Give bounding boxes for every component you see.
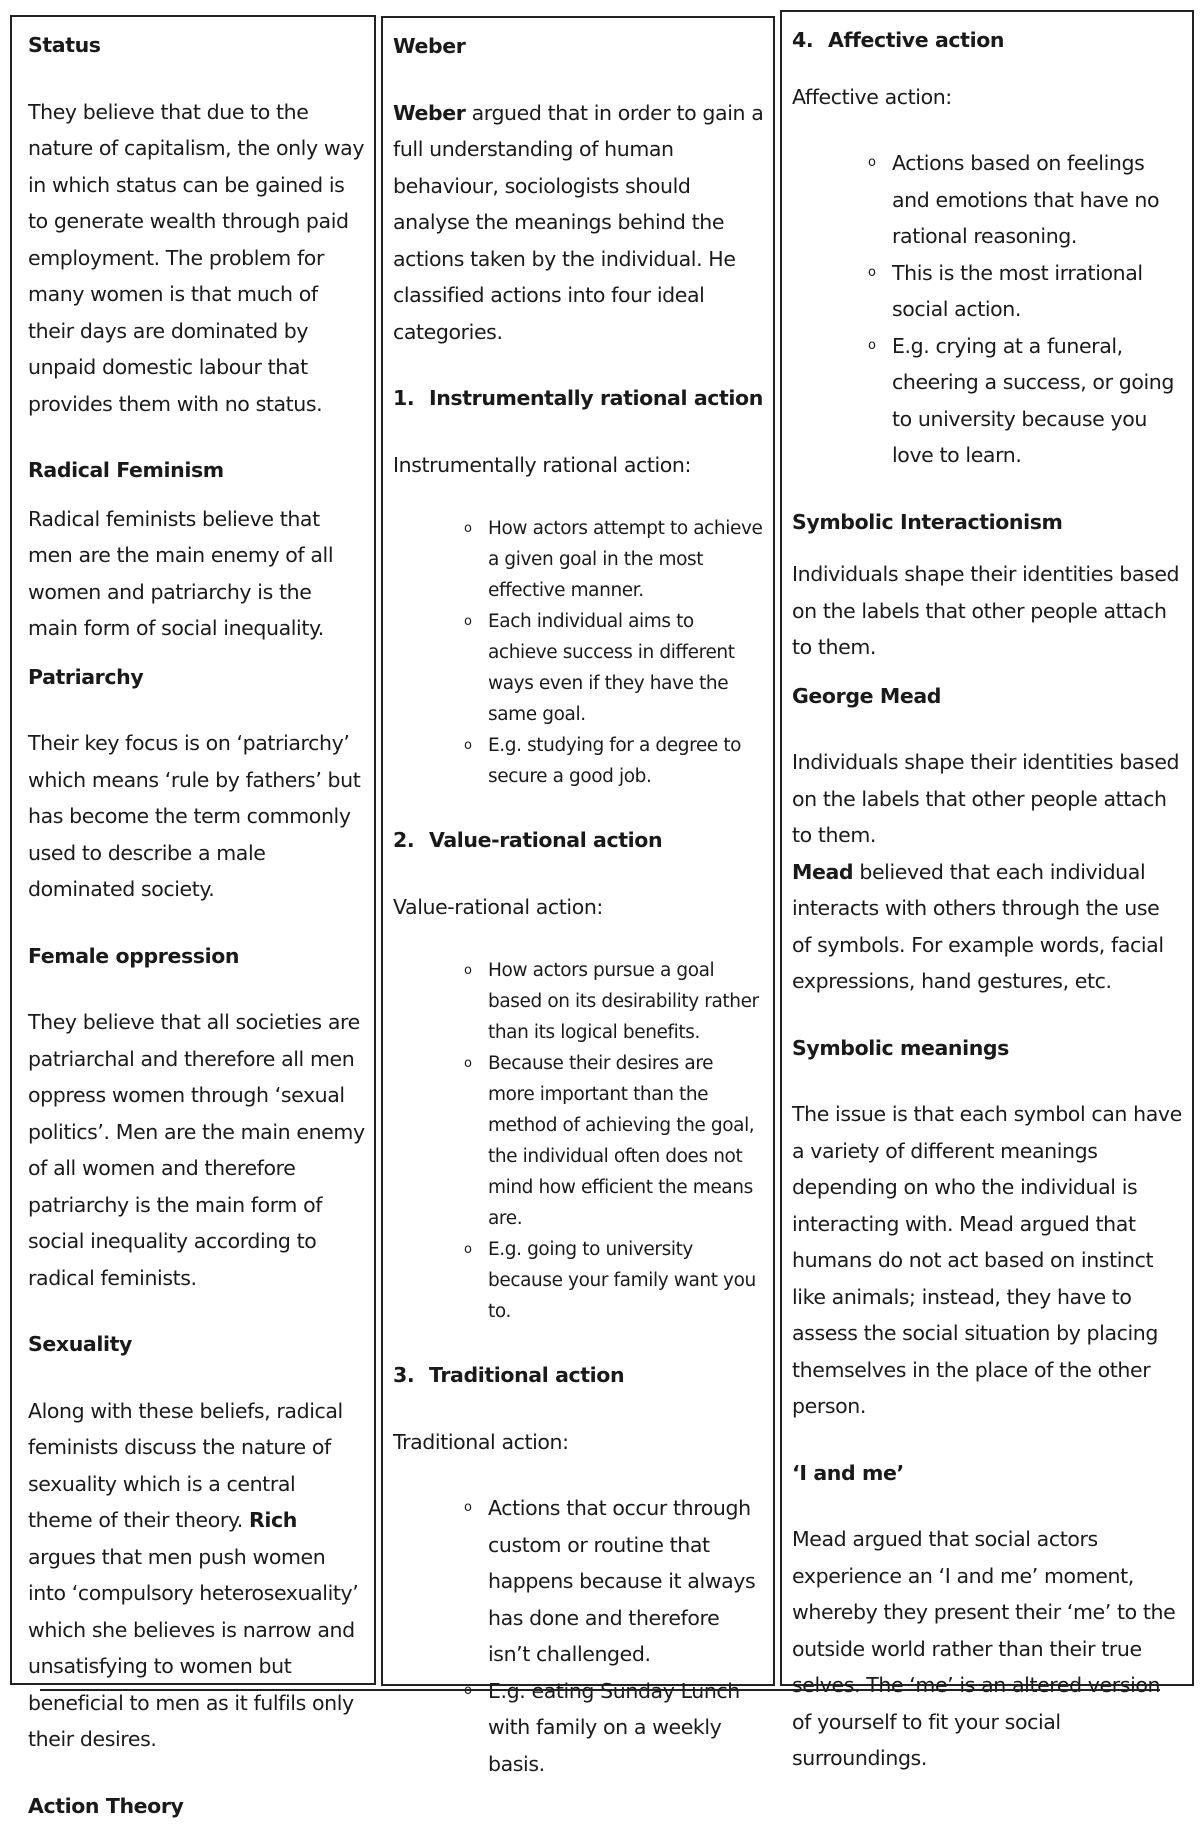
bullet-icon: o <box>868 255 876 292</box>
list-item <box>892 255 1183 328</box>
sexuality-author-name: Rich <box>249 1508 297 1532</box>
column-symbolic-interactionism <box>780 10 1194 1686</box>
list-traditional-action <box>488 1490 764 1782</box>
intro-instrumental-action: Instrumentally rational action: <box>393 447 764 484</box>
list-item-text: E.g. crying at a funeral, cheering a success, or going to university because you love to learn. <box>892 334 1174 468</box>
section-number: 1. <box>393 380 429 417</box>
section-number: 4. <box>792 22 828 59</box>
list-item <box>488 606 764 730</box>
list-affective-action <box>892 145 1183 474</box>
heading-status: Status <box>28 27 365 64</box>
heading-george-mead: George Mead <box>792 678 1183 715</box>
heading-action-theory: Action Theory <box>28 1788 365 1824</box>
heading-instrumental-action <box>393 380 764 417</box>
section-title: Instrumentally rational action <box>429 386 763 410</box>
list-item-text: This is the most irrational social action. <box>892 261 1143 322</box>
heading-affective-action <box>792 22 1183 59</box>
text-symbolic-meanings: The issue is that each symbol can have a variety of different meanings depending on who the individual is interacting with. Mead argued that humans do not act based on instinct like animals; instead, they have to assess the social situation by placing themselves in the place of the other person. <box>792 1096 1183 1425</box>
list-item <box>488 730 764 792</box>
column-feminism <box>10 15 376 1685</box>
bullet-icon: o <box>464 606 472 637</box>
list-item-text: E.g. eating Sunday Lunch with family on a weekly basis. <box>488 1679 740 1776</box>
weber-name: Weber <box>393 101 465 125</box>
list-item <box>488 1490 764 1673</box>
column-weber <box>381 16 775 1686</box>
text-weber <box>393 95 764 351</box>
list-item <box>892 145 1183 255</box>
heading-radical-feminism: Radical Feminism <box>28 452 365 489</box>
bullet-icon: o <box>464 513 472 544</box>
section-number: 2. <box>393 822 429 859</box>
heading-weber: Weber <box>393 28 764 65</box>
text-female-oppression: They believe that all societies are patriarchal and therefore all men oppress women through ‘sexual politics’. Men are the main enemy of all women and therefore patriarchy is the main form of social inequality according to radical feminists. <box>28 1004 365 1296</box>
list-item <box>488 1048 764 1234</box>
text-radical-feminism: Radical feminists believe that men are the main enemy of all women and patriarchy is the main form of social inequality. <box>28 501 365 647</box>
section-title: Affective action <box>828 28 1004 52</box>
text-george-mead: Individuals shape their identities based on the labels that other people attach to them. <box>792 744 1183 854</box>
section-title: Value-rational action <box>429 828 662 852</box>
sexuality-text-part2: argues that men push women into ‘compulsory heterosexuality’ which she believes is narrow and unsatisfying to women but beneficial to men as it fulfils only their desires. <box>28 1545 358 1752</box>
heading-symbolic-interactionism: Symbolic Interactionism <box>792 504 1183 541</box>
mead-name: Mead <box>792 860 853 884</box>
text-status: They believe that due to the nature of capitalism, the only way in which status can be gained is to generate wealth through paid employment. The problem for many women is that much of their days are dominated by unpaid domestic labour that provides them with no status. <box>28 94 365 423</box>
heading-symbolic-meanings: Symbolic meanings <box>792 1030 1183 1067</box>
list-item <box>488 955 764 1048</box>
intro-traditional-action: Traditional action: <box>393 1424 764 1461</box>
bullet-icon: o <box>868 328 876 365</box>
text-patriarchy: Their key focus is on ‘patriarchy’ which means ‘rule by fathers’ but has become the term commonly used to describe a male dominated society. <box>28 725 365 908</box>
list-item <box>488 1234 764 1327</box>
section-title: Traditional action <box>429 1363 624 1387</box>
heading-sexuality: Sexuality <box>28 1326 365 1363</box>
intro-value-rational-action: Value-rational action: <box>393 889 764 926</box>
intro-affective-action: Affective action: <box>792 79 1183 116</box>
list-item-text: How actors pursue a goal based on its desirability rather than its logical benefits. <box>488 960 759 1043</box>
list-item <box>488 513 764 606</box>
list-item-text: Actions that occur through custom or routine that happens because it always has done and therefore isn’t challenged. <box>488 1496 755 1666</box>
bullet-icon: o <box>464 1490 472 1527</box>
text-symbolic-interactionism: Individuals shape their identities based on the labels that other people attach to them. <box>792 556 1183 666</box>
bottom-divider <box>40 1689 1160 1691</box>
list-item-text: E.g. going to university because your family want you to. <box>488 1239 756 1322</box>
text-i-and-me: Mead argued that social actors experience an ‘I and me’ moment, whereby they present their ‘me’ to the outside world rather than their true selves. The ‘me’ is an altered version of yourself to fit your social surroundings. <box>792 1521 1183 1777</box>
heading-i-and-me: ‘I and me’ <box>792 1455 1183 1492</box>
text-mead-symbols <box>792 854 1183 1000</box>
mead-symbols-text: believed that each individual interacts with others through the use of symbols. For example words, facial expressions, hand gestures, etc. <box>792 860 1164 994</box>
list-instrumental-action <box>488 513 764 792</box>
heading-traditional-action <box>393 1357 764 1394</box>
list-item-text: E.g. studying for a degree to secure a good job. <box>488 735 741 787</box>
bullet-icon: o <box>464 1048 472 1079</box>
bullet-icon: o <box>464 1234 472 1265</box>
list-value-rational-action <box>488 955 764 1327</box>
section-number: 3. <box>393 1357 429 1394</box>
list-item-text: Each individual aims to achieve success in different ways even if they have the same goal. <box>488 611 735 725</box>
list-item-text: Actions based on feelings and emotions that have no rational reasoning. <box>892 151 1159 248</box>
bullet-icon: o <box>868 145 876 182</box>
list-item <box>892 328 1183 474</box>
list-item-text: How actors attempt to achieve a given goal in the most effective manner. <box>488 518 763 601</box>
list-item-text: Because their desires are more important than the method of achieving the goal, the individual often does not mind how efficient the means are. <box>488 1053 754 1229</box>
bullet-icon: o <box>464 1673 472 1710</box>
weber-text: argued that in order to gain a full understanding of human behaviour, sociologists should analyse the meanings behind the actions taken by the individual. He classified actions into four ideal categories. <box>393 101 763 344</box>
bullet-icon: o <box>464 955 472 986</box>
heading-patriarchy: Patriarchy <box>28 659 365 696</box>
heading-female-oppression: Female oppression <box>28 938 365 975</box>
sexuality-text-part1: Along with these beliefs, radical feminists discuss the nature of sexuality which is a central theme of their theory. <box>28 1399 343 1533</box>
text-sexuality <box>28 1393 365 1758</box>
heading-value-rational-action <box>393 822 764 859</box>
bullet-icon: o <box>464 730 472 761</box>
